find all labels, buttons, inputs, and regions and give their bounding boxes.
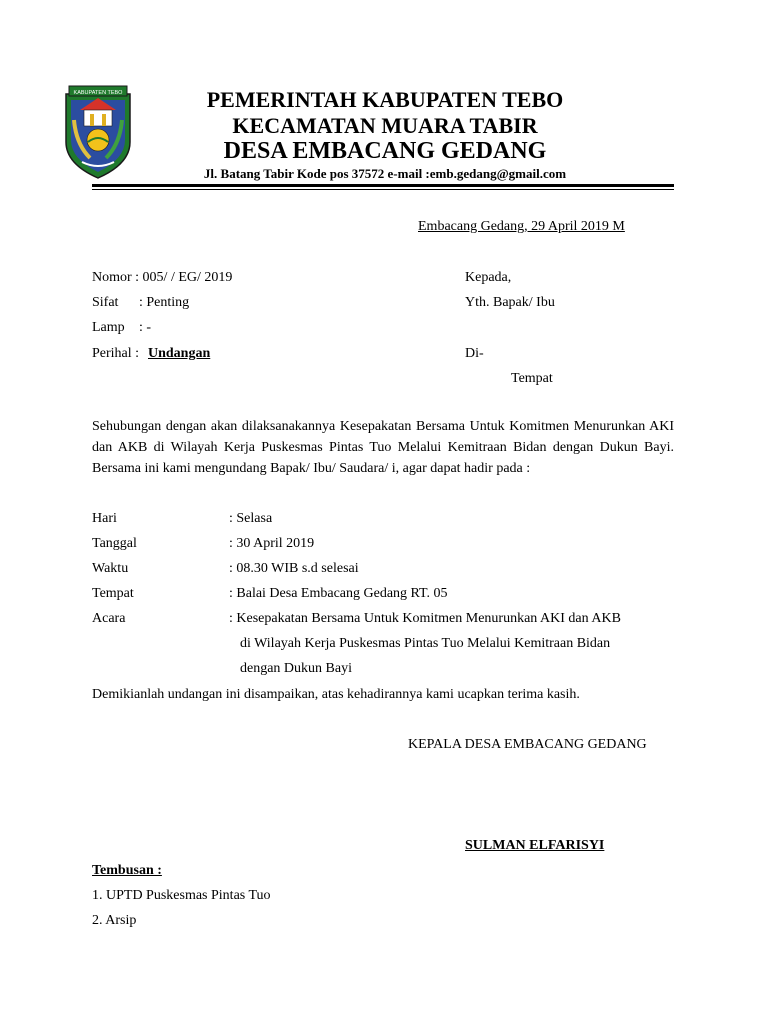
letter-date: Embacang Gedang, 29 April 2019 M	[418, 219, 625, 234]
body-paragraph: Sehubungan dengan akan dilaksanakannya Kesepakatan Bersama Untuk Komitmen Menurunkan AKI dan AKB di Wilayah Kerja Puskesmas Pintas Tuo Melalui Kemitraan Bidan dengan Dukun Bayi. Bersama ini kami mengundang Bapak/ Ibu/ Saudara/ i, agar dapat hadir pada :	[92, 419, 674, 476]
emblem-banner-text: KABUPATEN TEBO	[73, 90, 123, 96]
closing-sentence: Demikianlah undangan ini disampaikan, atas kehadirannya kami ucapkan terima kasih.	[92, 687, 580, 702]
detail-value-event-cont-1: di Wilayah Kerja Puskesmas Pintas Tuo Melalui Kemitraan Bidan	[240, 636, 611, 651]
letter-nature-value: : Penting	[139, 295, 190, 310]
detail-label-date: Tanggal	[92, 536, 137, 551]
letter-nature-label: Sifat	[92, 295, 119, 310]
recipient-at: Di-	[465, 346, 484, 361]
header-rule-thick	[92, 184, 674, 187]
detail-label-day: Hari	[92, 511, 117, 526]
header-line-district: KECAMATAN MUARA TABIR	[232, 113, 538, 138]
detail-value-time: : 08.30 WIB s.d selesai	[229, 561, 359, 576]
header-line-village: DESA EMBACANG GEDANG	[223, 138, 547, 164]
letter-number: Nomor : 005/ / EG/ 2019	[92, 270, 233, 285]
recipient-name: Yth. Bapak/ Ibu	[465, 295, 555, 310]
detail-value-day: : Selasa	[229, 511, 273, 526]
cc-heading: Tembusan :	[92, 863, 162, 878]
detail-value-event-cont-2: dengan Dukun Bayi	[240, 661, 352, 676]
header-address: Jl. Batang Tabir Kode pos 37572 e-mail :emb.gedang@gmail.com	[203, 166, 567, 181]
letter-subject-label: Perihal :	[92, 346, 140, 361]
detail-label-time: Waktu	[92, 561, 129, 576]
letter-attachment-label: Lamp	[92, 320, 125, 335]
detail-value-place: : Balai Desa Embacang Gedang RT. 05	[229, 586, 448, 601]
header-line-government: PEMERINTAH KABUPATEN TEBO	[206, 87, 564, 112]
signatory-title: KEPALA DESA EMBACANG GEDANG	[408, 737, 647, 752]
detail-label-place: Tempat	[92, 586, 134, 601]
detail-value-event: : Kesepakatan Bersama Untuk Komitmen Menurunkan AKI dan AKB	[229, 611, 621, 626]
letter-subject-value: Undangan	[148, 346, 211, 361]
recipient-to: Kepada,	[465, 270, 512, 285]
cc-item: 2. Arsip	[92, 913, 137, 928]
cc-item: 1. UPTD Puskesmas Pintas Tuo	[92, 888, 271, 903]
detail-value-date: : 30 April 2019	[229, 536, 315, 551]
signatory-name: SULMAN ELFARISYI	[465, 838, 605, 853]
recipient-place: Tempat	[511, 371, 553, 386]
header-rule-thin	[92, 189, 674, 190]
letter-attachment-value: : -	[139, 320, 152, 335]
regency-emblem	[60, 80, 136, 180]
detail-label-event: Acara	[92, 611, 126, 626]
